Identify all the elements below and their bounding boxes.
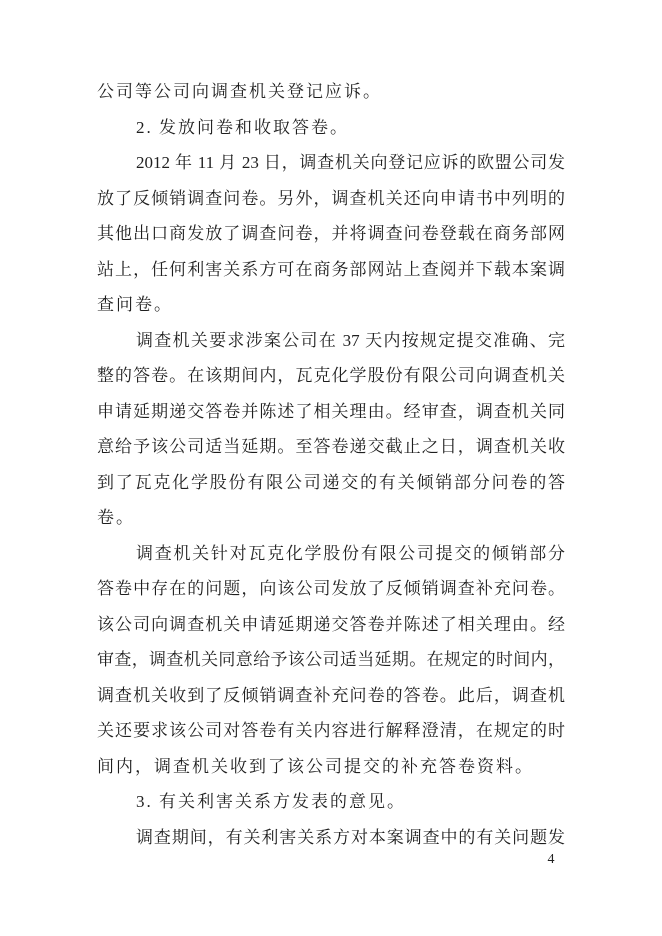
document-body xyxy=(97,74,565,855)
text-line: 卷。 xyxy=(97,508,135,527)
text-line: 3. 有关利害关系方发表的意见。 xyxy=(136,792,406,811)
text-line: 2. 发放问卷和收取答卷。 xyxy=(136,117,349,137)
text-line: 查问卷。 xyxy=(97,295,173,314)
text-line: 答卷中存在的问题，向该公司发放了反倾销调查补充问卷。 xyxy=(97,579,565,598)
text-line: 到了瓦克化学股份有限公司递交的有关倾销部分问卷的答 xyxy=(97,472,565,492)
text-line: 申请延期递交答卷并陈述了相关理由。经审查，调查机关同 xyxy=(97,401,565,421)
text-line: 公司等公司向调查机关登记应诉。 xyxy=(97,82,382,101)
text-line: 意给予该公司适当延期。至答卷递交截止之日，调查机关收 xyxy=(97,437,565,456)
text-line: 其他出口商发放了调查问卷，并将调查问卷登载在商务部网 xyxy=(97,224,565,243)
text-line: 整的答卷。在该期间内，瓦克化学股份有限公司向调查机关 xyxy=(97,366,565,385)
text-line: 站上，任何利害关系方可在商务部网站上查阅并下载本案调 xyxy=(97,259,565,279)
text-line: 调查机关针对瓦克化学股份有限公司提交的倾销部分 xyxy=(136,543,565,563)
text-line: 调查期间，有关利害关系方对本案调查中的有关问题发 xyxy=(136,827,565,847)
page-number: 4 xyxy=(547,852,555,867)
text-line: 间内，调查机关收到了该公司提交的补充答卷资料。 xyxy=(97,756,534,776)
text-line: 2012 年 11 月 23 日，调查机关向登记应诉的欧盟公司发 xyxy=(136,153,565,172)
text-line: 该公司向调查机关申请延期递交答卷并陈述了相关理由。经 xyxy=(97,614,565,634)
text-line: 关还要求该公司对答卷有关内容进行解释澄清，在规定的时 xyxy=(97,721,565,740)
text-line: 放了反倾销调查问卷。另外，调查机关还向申请书中列明的 xyxy=(97,188,565,208)
text-line: 审查，调查机关同意给予该公司适当延期。在规定的时间内， xyxy=(97,650,565,669)
text-line: 调查机关收到了反倾销调查补充问卷的答卷。此后，调查机 xyxy=(97,685,565,705)
text-line: 调查机关要求涉案公司在 37 天内按规定提交准确、完 xyxy=(136,330,565,350)
